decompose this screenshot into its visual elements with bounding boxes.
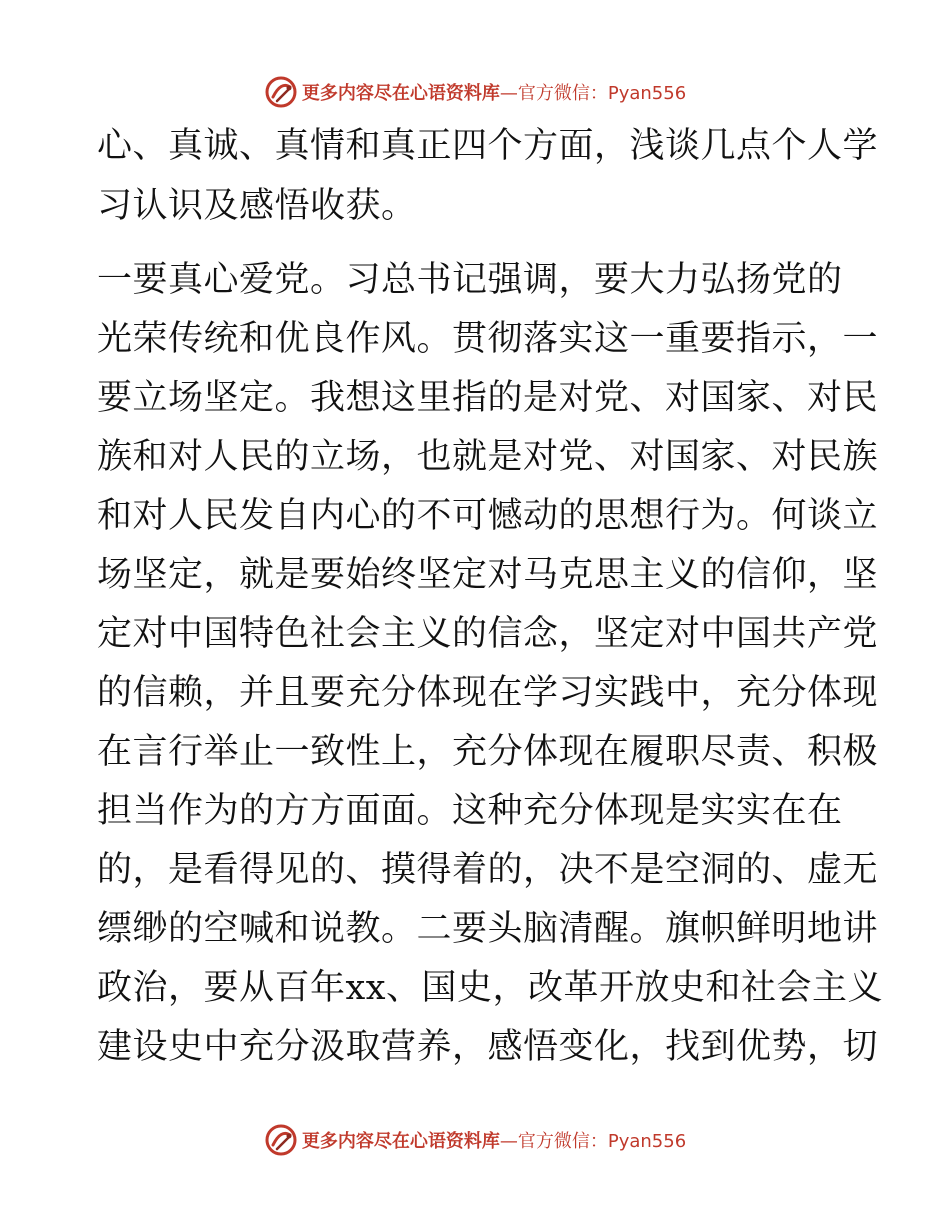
header-banner-text [302,79,686,105]
body-line: 在言行举止一致性上，充分体现在履职尽责、积极 [97,732,879,772]
footer-banner [0,1120,950,1160]
body-line: 场坚定，就是要始终坚定对马克思主义的信仰，坚 [97,555,879,595]
footer-banner-text [302,1127,686,1153]
body-line: 的，是看得见的、摸得着的，决不是空洞的、虚无 [97,850,879,890]
body-line: 族和对人民的立场，也就是对党、对国家、对民族 [97,437,879,477]
body-line: 定对中国特色社会主义的信念，坚定对中国共产党 [97,614,879,654]
header-banner [0,72,950,112]
body-line: 和对人民发自内心的不可憾动的思想行为。何谈立 [97,496,879,536]
body-line: 一要真心爱党。习总书记强调，要大力弘扬党的 [97,260,843,300]
body-line: 建设史中充分汲取营养，感悟变化，找到优势，切 [97,1027,879,1067]
header-contact-text: 官方微信：Pyan556 [517,83,687,104]
body-line: 的信赖，并且要充分体现在学习实践中，充分体现 [97,673,879,713]
body-line: 政治，要从百年xx、国史，改革开放史和社会主义 [97,968,883,1008]
footer-separator: — [499,1131,518,1152]
body-line: 缥缈的空喊和说教。二要头脑清醒。旗帜鲜明地讲 [97,909,879,949]
body-line: 要立场坚定。我想这里指的是对党、对国家、对民 [97,378,879,418]
body-line: 习认识及感悟收获。 [97,186,417,226]
body-line: 光荣传统和优良作风。贯彻落实这一重要指示，一 [97,319,879,359]
footer-brand-text: 更多内容尽在心语资料库 [301,1131,500,1152]
header-separator: — [499,83,518,104]
body-line: 担当作为的方方面面。这种充分体现是实实在在 [97,791,843,831]
footer-contact-text: 官方微信：Pyan556 [517,1131,687,1152]
brand-logo-icon [264,75,298,109]
header-brand-text: 更多内容尽在心语资料库 [301,83,500,104]
brand-logo-icon [264,1123,298,1157]
body-line: 心、真诚、真情和真正四个方面，浅谈几点个人学 [97,126,879,166]
